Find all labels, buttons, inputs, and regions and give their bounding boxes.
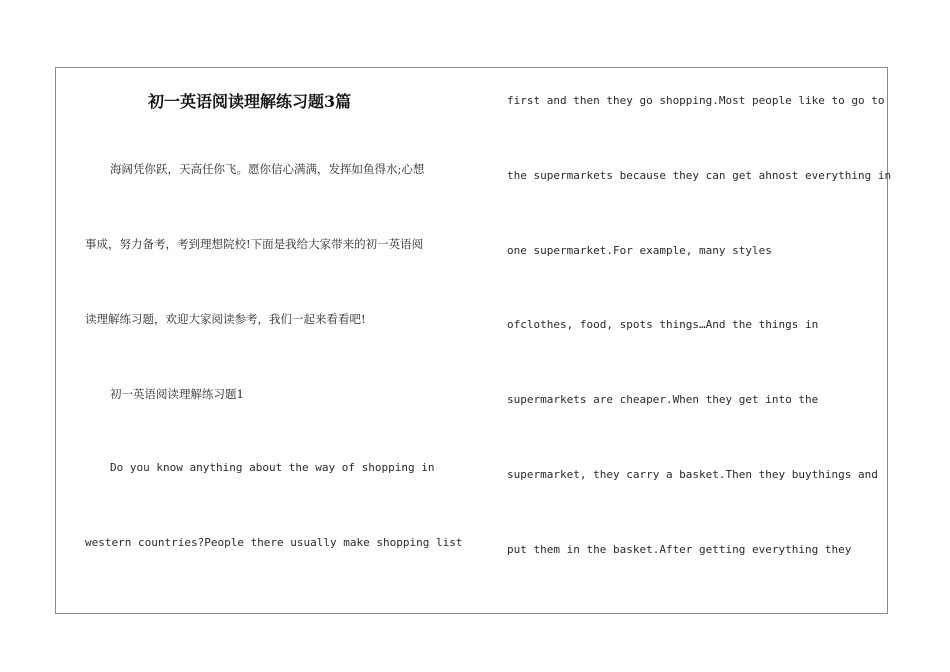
paragraph-line: Do you know anything about the way of shopping in bbox=[110, 461, 435, 474]
paragraph-line: the supermarkets because they can get ahnost everything in bbox=[507, 169, 892, 182]
page-border bbox=[55, 67, 888, 614]
paragraph-line: western countries?People there usually make shopping list bbox=[85, 536, 463, 549]
paragraph-line: 事成，努力备考，考到理想院校!下面是我给大家带来的初一英语阅 bbox=[85, 237, 424, 251]
section-heading: 初一英语阅读理解练习题1 bbox=[110, 387, 244, 401]
paragraph-line: one supermarket.For example, many styles bbox=[507, 244, 772, 257]
paragraph-line: 海阔凭你跃，天高任你飞。愿你信心满满，发挥如鱼得水;心想 bbox=[110, 162, 425, 176]
paragraph-line: 读理解练习题，欢迎大家阅读参考，我们一起来看看吧! bbox=[85, 312, 366, 326]
paragraph-line: first and then they go shopping.Most people like to go to bbox=[507, 94, 885, 107]
paragraph-line: supermarket, they carry a basket.Then they buythings and bbox=[507, 468, 878, 481]
paragraph-line: supermarkets are cheaper.When they get into the bbox=[507, 393, 819, 406]
paragraph-line: put them in the basket.After getting everything they bbox=[507, 543, 852, 556]
document-title: 初一英语阅读理解练习题3篇 bbox=[148, 92, 352, 111]
paragraph-line: ofclothes, food, spots things…And the things in bbox=[507, 318, 819, 331]
